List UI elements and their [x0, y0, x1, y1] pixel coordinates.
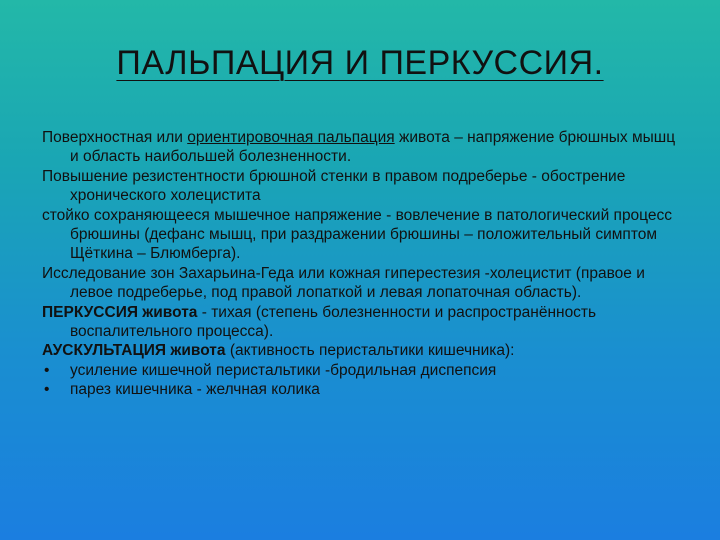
p1-text-a: Поверхностная или	[42, 129, 188, 146]
paragraph-auscultation	[42, 341, 682, 360]
p5-rest: - тихая (степень болезненности и распространённость воспалительного процесса).	[70, 303, 597, 341]
paragraph-zakharyin-ged	[42, 264, 682, 303]
paragraph-muscle-tension	[42, 206, 682, 264]
p3-text: стойко сохраняющееся мышечное напряжение - вовлечение в патологический процесс брюшины (дефанс мышц, при раздражении брюшины – положительный симптом Щёткина – Блюмберга).	[42, 206, 673, 263]
p1-text-b: живота – напряжение брюшных мышц и область наибольшей болезненности.	[70, 129, 676, 166]
bullet-icon: •	[44, 361, 50, 379]
p4-text: Исследование зон Захарьина-Геда или кожная гиперестезия -холецистит (правое и левое подреберье, под правой лопаткой и левая лопаточная область).	[42, 264, 645, 302]
bullet-text: парез кишечника - желчная колика	[70, 381, 320, 399]
p1-underlined-term: ориентировочная пальпация	[187, 129, 395, 146]
paragraph-resistance	[42, 167, 682, 206]
paragraph-percussion	[42, 303, 682, 342]
slide-title	[0, 44, 720, 83]
p2-text: Повышение резистентности брюшной стенки в правом подреберье - обострение хронического холецистита	[42, 167, 626, 205]
list-item	[42, 361, 682, 380]
bullet-icon: •	[44, 381, 50, 399]
bullet-text: усиление кишечной перистальтики -бродильная диспепсия	[70, 361, 497, 379]
p6-bold: АУСКУЛЬТАЦИЯ живота	[42, 342, 226, 360]
p6-rest: (активность перистальтики кишечника):	[225, 342, 515, 360]
slide-body	[42, 128, 682, 400]
list-item	[42, 380, 682, 399]
p5-bold: ПЕРКУССИЯ живота	[42, 303, 198, 321]
paragraph-superficial-palpation	[42, 128, 682, 167]
slide-title-text: ПАЛЬПАЦИЯ И ПЕРКУССИЯ.	[116, 44, 604, 82]
